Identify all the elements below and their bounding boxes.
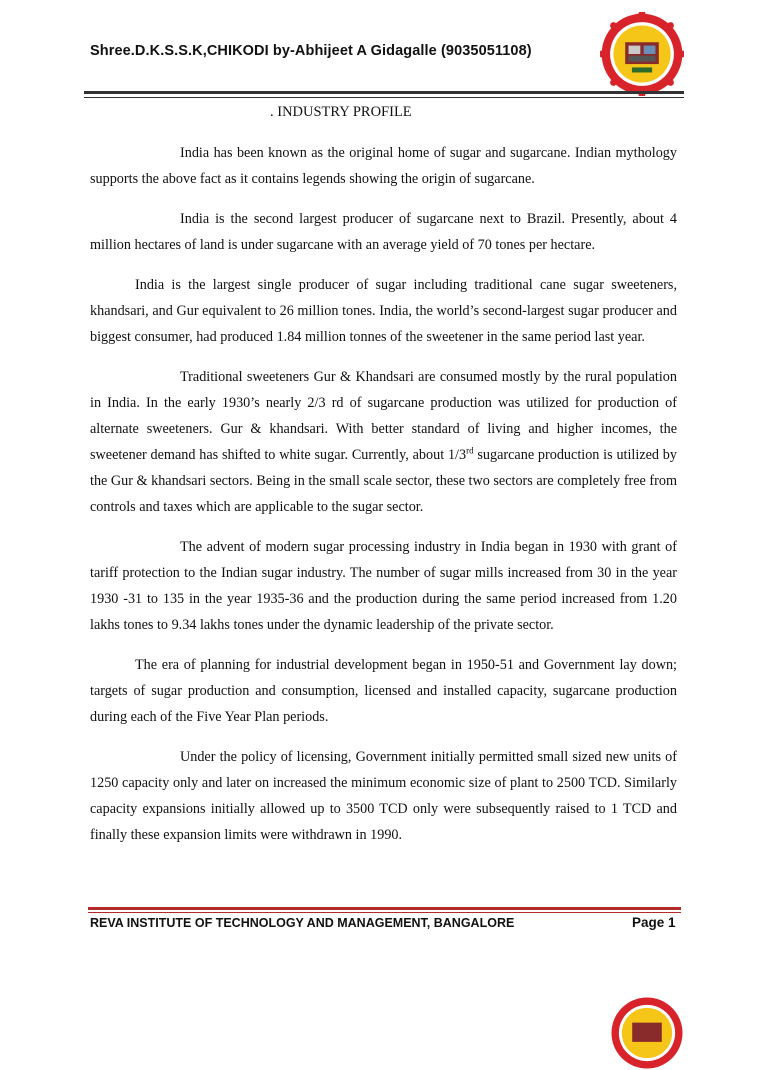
paragraph-2: India is the second largest producer of sugarcane next to Brazil. Presently, about 4 million hectares of land is under sugarcane with an average yield of 70 tones per hectare. xyxy=(90,211,677,253)
document-body xyxy=(90,140,677,862)
header-rule-thick xyxy=(84,91,684,94)
footer-page-number: Page 1 xyxy=(632,915,676,930)
header-title: Shree.D.K.S.S.K,CHIKODI by-Abhijeet A Gidagalle (9035051108) xyxy=(90,43,532,59)
paragraph-5: The advent of modern sugar processing industry in India began in 1930 with grant of tariff protection to the Indian sugar industry. The number of sugar mills increased from 30 in the year 1930 -31 to 135 in the year 1935-36 and the production during the same period increased from 1.20 lakhs tones to 9.34 lakhs tones under the dynamic leadership of the private sector. xyxy=(90,539,677,633)
paragraph-7: Under the policy of licensing, Government initially permitted small sized new units of 1250 capacity only and later on increased the minimum economic size of plant to 2500 TCD. Similarly capacity expansions initially allowed up to 3500 TCD only were subsequently raised to 1 TCD and finally these expansion limits were withdrawn in 1990. xyxy=(90,749,677,843)
footer-rule-thick xyxy=(88,907,681,910)
paragraph-4 xyxy=(90,364,677,520)
footer-institute: REVA INSTITUTE OF TECHNOLOGY AND MANAGEMENT, BANGALORE xyxy=(90,916,515,930)
superscript-rd: rd xyxy=(466,445,474,456)
paragraph-3: India is the largest single producer of sugar including traditional cane sugar sweeteners, khandsari, and Gur equivalent to 26 million tones. India, the world’s second-largest sugar producer and biggest consumer, had produced 1.84 million tonnes of the sweetener in the same period last year. xyxy=(90,277,677,345)
paragraph-6: The era of planning for industrial development began in 1950-51 and Government lay down; targets of sugar production and consumption, licensed and installed capacity, sugarcane production during each of the Five Year Plan periods. xyxy=(90,657,677,725)
paragraph-4-part-2: sugarcane production is utilized by the Gur & khandsari sectors. Being in the small scale sector, these two sectors are completely free from controls and taxes which are applicable to the sugar sector. xyxy=(90,447,677,515)
paragraph-4-part-1: Traditional sweeteners Gur & Khandsari are consumed mostly by the rural population in India. In the early 1930’s nearly 2/3 rd of sugarcane production was utilized for production of alternate sweeteners. Gur & khandsari. With better standard of living and higher incomes, the sweetener demand has shifted to white sugar. Currently, about 1/3 xyxy=(90,369,677,463)
section-title: . INDUSTRY PROFILE xyxy=(270,104,412,120)
footer-rule-thin xyxy=(88,912,681,913)
college-seal-icon-bottom xyxy=(610,996,684,1070)
header-rule-thin xyxy=(84,97,684,98)
college-seal-icon xyxy=(600,12,684,96)
paragraph-1: India has been known as the original home of sugar and sugarcane. Indian mythology supports the above fact as it contains legends showing the origin of sugarcane. xyxy=(90,145,677,187)
